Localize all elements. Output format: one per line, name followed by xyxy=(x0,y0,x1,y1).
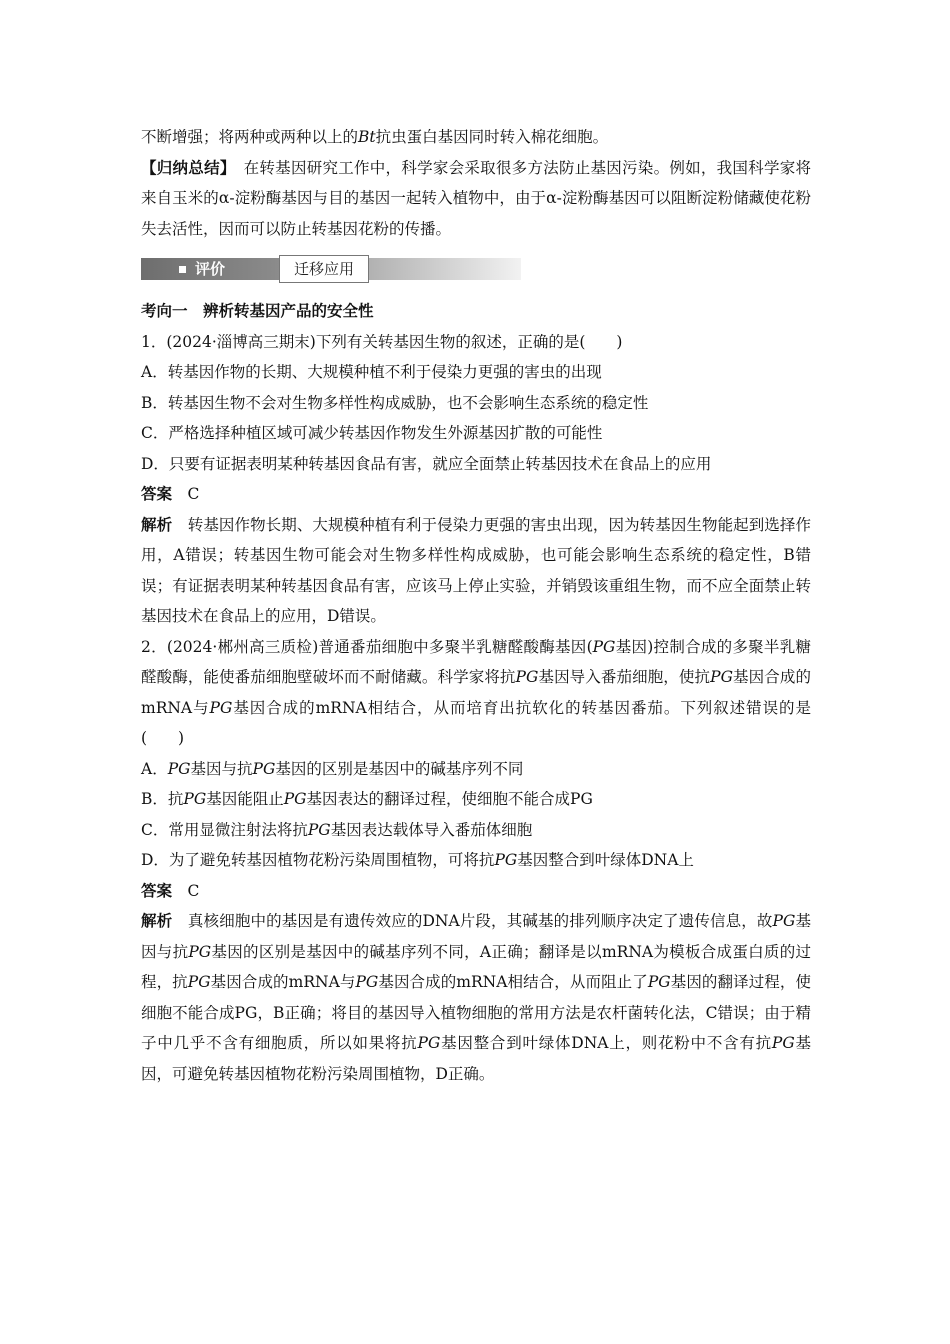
pg-term: PG xyxy=(283,790,307,808)
analysis-text: 转基因作物长期、大规模种植有利于侵染力更强的害虫出现，因为转基因生物能起到选择作用，A错误；转基因生物可能会对生物多样性构成威胁，也可能会影响生态系统的稳定性，B错误；有证据表明某种转基因食品有害，应该马上停止实验，并销毁该重组生物，而不应全面禁止转基因技术在食品上的应用，D错误。 xyxy=(141,515,811,625)
q2-stem-text: 基因合成的mRNA与 xyxy=(141,668,811,717)
intro-line xyxy=(141,122,811,153)
analysis-text: 基因整合到叶绿体DNA上，则花粉中不含有抗 xyxy=(440,1034,772,1052)
analysis-text: 基因与抗 xyxy=(141,912,811,961)
pg-term: PG xyxy=(187,973,211,991)
q2-analysis xyxy=(141,906,811,1089)
summary-tag: 【归纳总结】 xyxy=(141,157,228,177)
pg-term: PG xyxy=(209,698,233,717)
answer-value: C xyxy=(187,881,200,900)
q2-option-a xyxy=(141,754,811,785)
option-text: 基因的区别是基因中的碱基序列不同 xyxy=(275,759,524,778)
option-text: 基因表达载体导入番茄体细胞 xyxy=(330,820,533,839)
pg-term: PG xyxy=(710,668,733,686)
q2-stem-text: 2．(2024·郴州高三质检)普通番茄细胞中多聚半乳糖醛酸酶基因( xyxy=(141,637,593,656)
banner-label-evaluate xyxy=(141,258,269,280)
q2-stem-text: 基因合成的mRNA相结合，从而培育出抗软化的转基因番茄。下列叙述错误的是( ) xyxy=(141,698,811,747)
answer-label: 答案 xyxy=(141,484,173,503)
option-text: 基因能阻止 xyxy=(206,790,284,808)
section-title: 考向一 辨析转基因产品的安全性 xyxy=(141,301,374,320)
q1-analysis xyxy=(141,510,811,632)
pg-term: PG xyxy=(515,668,539,686)
pg-term: PG xyxy=(417,1034,441,1052)
square-bullet-icon xyxy=(179,266,186,273)
banner-label-transfer: 迁移应用 xyxy=(279,255,369,283)
section-banner xyxy=(141,254,811,284)
document-content xyxy=(141,122,811,1089)
q2-stem-text: 基因)控制合成的多聚半乳糖醛酸酶，能使番茄细胞壁破坏而不耐储藏。科学家将抗 xyxy=(141,637,811,686)
analysis-text: 基因合成的mRNA与 xyxy=(210,973,356,991)
option-text: C．常用显微注射法将抗 xyxy=(141,820,308,839)
analysis-text: 基因的翻译过程，使细胞不能合成PG，B正确；将目的基因导入植物细胞的常用方法是农杆菌转化法，C错误；由于精子中几乎不含有细胞质，所以如果将抗 xyxy=(141,973,811,1052)
analysis-label: 解析 xyxy=(141,514,173,534)
banner-left-text: 评价 xyxy=(195,260,226,278)
option-text: A． xyxy=(141,759,168,778)
q1-stem: 1．(2024·淄博高三期末)下列有关转基因生物的叙述，正确的是( ) xyxy=(141,332,623,351)
pg-term: PG xyxy=(494,851,518,869)
answer-label: 答案 xyxy=(141,880,173,900)
summary-text: 在转基因研究工作中，科学家会采取很多方法防止基因污染。例如，我国科学家将来自玉米的α-淀粉酶基因与目的基因一起转入植物中，由于α-淀粉酶基因可以阻断淀粉储藏使花粉失去活性，因而可以防止转基因花粉的传播。 xyxy=(141,158,811,238)
q1-option-d: D．只要有证据表明某种转基因食品有害，就应全面禁止转基因技术在食品上的应用 xyxy=(141,454,712,473)
q2-answer xyxy=(141,876,811,907)
pg-term: PG xyxy=(592,637,616,656)
pg-term: PG xyxy=(167,759,191,778)
analysis-text: 基因，可避免转基因植物花粉污染周围植物，D正确。 xyxy=(141,1034,811,1083)
option-text: 基因与抗 xyxy=(190,759,253,778)
q2-option-b xyxy=(141,784,811,815)
q1-option-a: A．转基因作物的长期、大规模种植不利于侵染力更强的害虫的出现 xyxy=(141,363,602,381)
summary-paragraph xyxy=(141,153,811,245)
analysis-text: 真核细胞中的基因是有遗传效应的DNA片段，其碱基的排列顺序决定了遗传信息，故 xyxy=(187,912,773,930)
intro-text: 不断增强；将两种或两种以上的 xyxy=(141,128,359,146)
analysis-text: 基因合成的mRNA相结合，从而阻止了 xyxy=(378,973,648,991)
pg-term: PG xyxy=(355,973,379,991)
q1-option-b: B．转基因生物不会对生物多样性构成威胁，也不会影响生态系统的稳定性 xyxy=(141,393,649,412)
option-text: D．为了避免转基因植物花粉污染周围植物，可将抗 xyxy=(141,851,495,869)
option-text: 基因整合到叶绿体DNA上 xyxy=(517,851,694,869)
q1-answer xyxy=(141,479,811,510)
pg-term: PG xyxy=(772,912,796,930)
pg-term: PG xyxy=(647,973,671,991)
q2-option-c xyxy=(141,815,811,846)
pg-term: PG xyxy=(183,790,207,808)
pg-term: PG xyxy=(771,1034,795,1052)
option-text: B．抗 xyxy=(141,790,184,808)
q2-stem-text: 基因导入番茄细胞，使抗 xyxy=(538,668,711,686)
q2-stem xyxy=(141,632,811,754)
analysis-text: 基因的区别是基因中的碱基序列不同，A正确；翻译是以mRNA为模板合成蛋白质的过程，抗 xyxy=(141,942,811,991)
bt-term: Bt xyxy=(358,128,376,146)
option-text: 基因表达的翻译过程，使细胞不能合成PG xyxy=(306,790,593,808)
answer-value: C xyxy=(187,485,200,503)
pg-term: PG xyxy=(307,820,331,839)
pg-term: PG xyxy=(252,759,276,778)
pg-term: PG xyxy=(188,942,212,961)
q2-option-d xyxy=(141,845,811,876)
intro-text: 抗虫蛋白基因同时转入棉花细胞。 xyxy=(375,128,609,146)
analysis-label: 解析 xyxy=(141,911,173,930)
q1-option-c: C．严格选择种植区域可减少转基因作物发生外源基因扩散的可能性 xyxy=(141,424,603,442)
